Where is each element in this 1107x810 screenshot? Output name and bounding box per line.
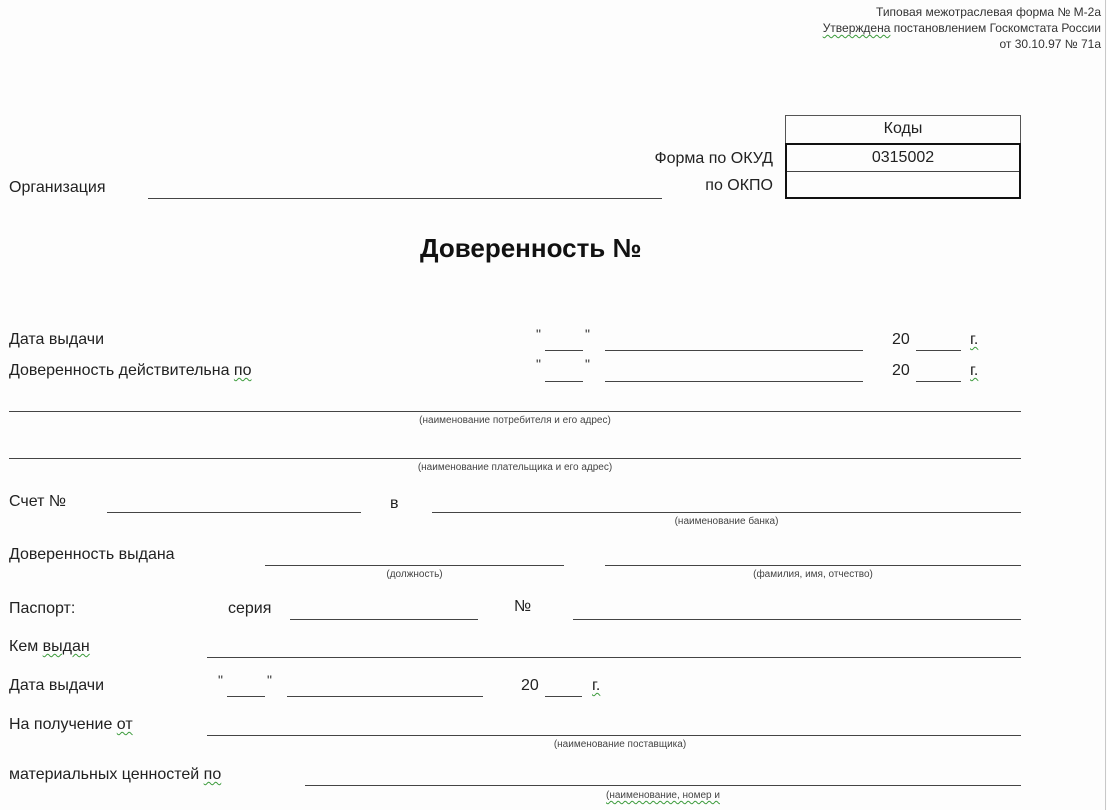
issued-by-field[interactable] — [207, 657, 1021, 658]
payer-field[interactable] — [9, 458, 1021, 459]
approval-line — [823, 20, 1101, 36]
valid-until-year-suffix: г. — [970, 362, 979, 379]
supplier-field[interactable] — [207, 735, 1021, 736]
passport-series-field[interactable] — [290, 619, 478, 620]
valid-until-label-spell: по — [233, 362, 252, 379]
codes-box — [785, 143, 1021, 199]
passport-date-year-suffix: г. — [592, 677, 601, 694]
valid-until-quote-open: " — [536, 356, 541, 372]
receive-from-label-main: На получение — [9, 716, 117, 733]
valuables-label-main: материальных ценностей — [9, 766, 204, 783]
issue-date-label: Дата выдачи — [9, 331, 105, 348]
valuables-label — [9, 765, 221, 785]
issued-by-label-main: Кем — [9, 638, 43, 655]
position-field[interactable] — [265, 565, 564, 566]
passport-date-year-field[interactable] — [545, 696, 582, 697]
consumer-caption: (наименование потребителя и его адрес) — [419, 415, 611, 426]
valid-until-day-field[interactable] — [545, 381, 583, 382]
issue-date-quote-open: " — [536, 326, 541, 342]
okpo-label: по ОКПО — [705, 177, 773, 194]
passport-date-month-field[interactable] — [287, 696, 483, 697]
valid-until-year-field[interactable] — [916, 381, 961, 382]
okud-value[interactable]: 0315002 — [871, 149, 935, 166]
valuables-document-field[interactable] — [305, 785, 1021, 786]
issue-date-year-prefix: 20 — [892, 331, 910, 348]
issued-to-label: Доверенность выдана — [9, 546, 175, 563]
passport-date-day-field[interactable] — [227, 696, 265, 697]
passport-number-label: № — [514, 598, 532, 615]
approval-line-rest: постановлением Госкомстата России — [890, 21, 1101, 35]
valuables-caption: (наименование, номер и — [606, 790, 720, 801]
valid-until-year-prefix: 20 — [892, 362, 910, 379]
approval-date-line: от 30.10.97 № 71а — [999, 37, 1101, 51]
full-name-field[interactable] — [605, 565, 1021, 566]
consumer-field[interactable] — [9, 411, 1021, 412]
passport-label: Паспорт: — [9, 600, 76, 617]
supplier-caption: (наименование поставщика) — [553, 739, 687, 750]
codes-table — [785, 115, 1021, 199]
issue-date-month-field[interactable] — [605, 350, 863, 351]
valid-until-quote-close: " — [585, 356, 590, 372]
position-caption: (должность) — [386, 569, 443, 580]
bank-caption: (наименование банка) — [674, 516, 779, 527]
payer-caption: (наименование плательщика и его адрес) — [417, 462, 613, 473]
receive-from-label — [9, 715, 133, 735]
valuables-label-spell: по — [203, 766, 222, 783]
organization-label: Организация — [9, 179, 106, 196]
issued-by-label-spell: выдан — [42, 638, 90, 655]
passport-date-quote-open: " — [218, 672, 223, 688]
issue-date-year-field[interactable] — [916, 350, 961, 351]
bank-field[interactable] — [432, 512, 1021, 513]
okpo-value[interactable] — [787, 171, 1019, 197]
valid-until-label — [9, 361, 251, 381]
approval-line-spell: Утверждена — [822, 21, 891, 35]
account-field[interactable] — [107, 512, 361, 513]
valid-until-month-field[interactable] — [605, 381, 863, 382]
page-edge — [1105, 0, 1106, 810]
account-label: Счет № — [9, 493, 67, 510]
okud-label: Форма по ОКУД — [654, 150, 773, 167]
passport-date-label: Дата выдачи — [9, 677, 105, 694]
receive-from-label-spell: от — [116, 716, 133, 733]
full-name-caption: (фамилия, имя, отчество) — [753, 569, 873, 580]
passport-number-field[interactable] — [573, 619, 1021, 620]
issued-by-label — [9, 637, 90, 657]
issue-date-year-suffix: г. — [970, 331, 979, 348]
codes-header: Коды — [785, 115, 1021, 143]
organization-field[interactable] — [148, 198, 662, 199]
account-in-label: в — [390, 495, 399, 512]
form-type-line: Типовая межотраслевая форма № М-2а — [876, 5, 1101, 19]
passport-date-year-prefix: 20 — [521, 677, 539, 694]
passport-date-quote-close: " — [267, 672, 272, 688]
issue-date-quote-close: " — [585, 326, 590, 342]
valid-until-label-main: Доверенность действительна — [9, 362, 234, 379]
passport-series-label: серия — [228, 600, 272, 617]
document-title: Доверенность № — [420, 233, 642, 263]
issue-date-day-field[interactable] — [545, 350, 583, 351]
